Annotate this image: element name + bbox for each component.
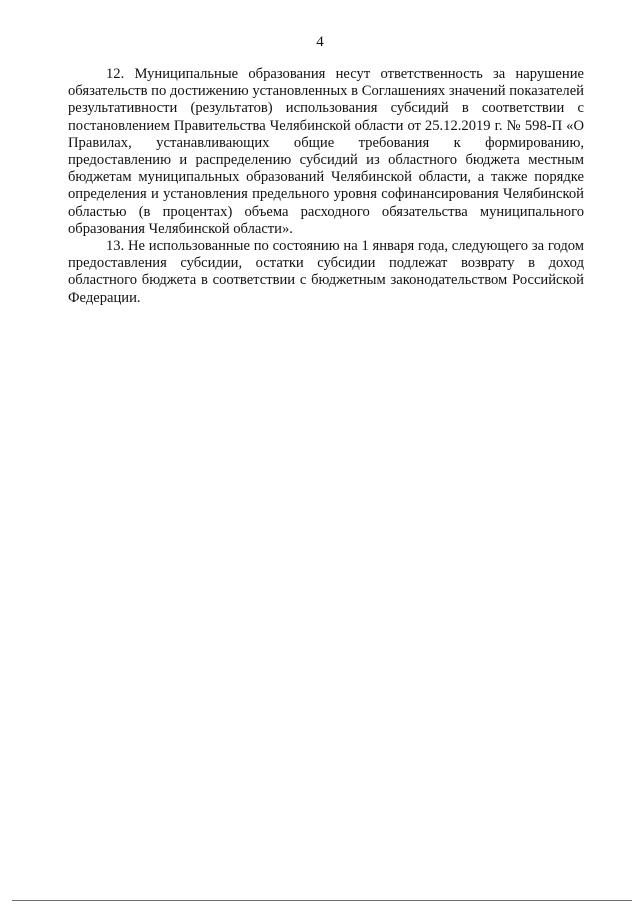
paragraph-13: 13. Не использованные по состоянию на 1 января года, следующего за годом предоставления субсидии, остатки субсидии подлежат возврату в доход областного бюджета в соответствии с бюджетным законодательством Российской Федерации. xyxy=(68,238,584,306)
paragraph-12: 12. Муниципальные образования несут ответственность за нарушение обязательств по достижению установленных в Соглашениях значений показателей результативности (результатов) использования субсидий в соответствии с постановлением Правительства Челябинской области от 25.12.2019 г. № 598-П «О Правилах, устанавливающих общие требования к формированию, предоставлению и распределению субсидий из областного бюджета местным бюджетам муниципальных образований Челябинской области, а также порядке определения и установления предельного уровня софинансирования Челябинской областью (в процентах) объема расходного обязательства муниципального образования Челябинской области». xyxy=(68,66,584,237)
document-body xyxy=(68,66,584,307)
page-number: 4 xyxy=(316,34,324,50)
bottom-divider xyxy=(12,900,632,901)
